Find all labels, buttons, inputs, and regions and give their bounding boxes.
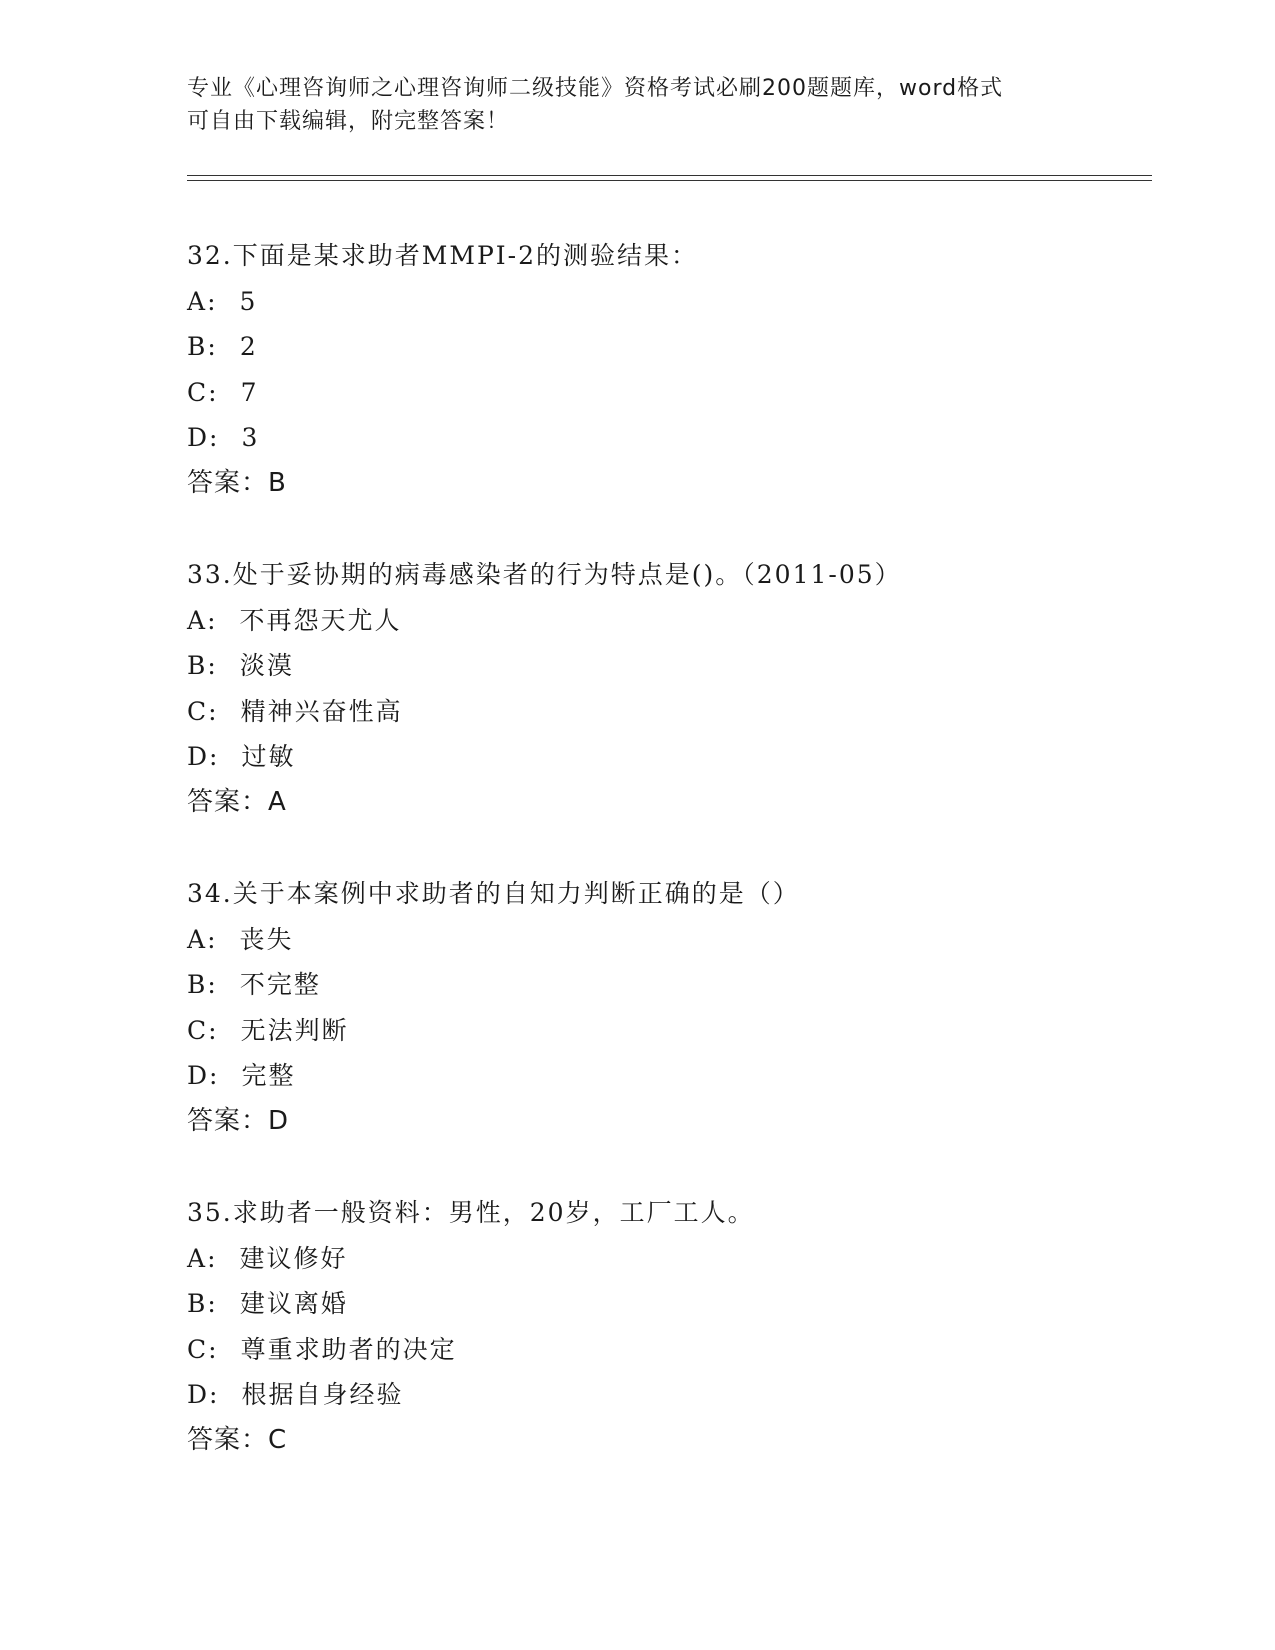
answer-label: 答案：A xyxy=(187,786,287,817)
option-b: B: 不完整 xyxy=(187,970,321,999)
question-35 xyxy=(187,1190,1147,1463)
option-c: C: 无法判断 xyxy=(187,1015,349,1045)
header-divider-top xyxy=(187,175,1152,176)
option-b: B: 淡漠 xyxy=(187,651,294,680)
option-a: A: 丧失 xyxy=(187,924,294,954)
option-c: C: 精神兴奋性高 xyxy=(187,696,403,726)
document-header xyxy=(187,72,1067,138)
option-c: C: 尊重求助者的决定 xyxy=(187,1334,457,1364)
option-d: D: 3 xyxy=(187,423,260,452)
option-d: D: 根据自身经验 xyxy=(187,1380,404,1409)
question-stem: 33.处于妥协期的病毒感染者的行为特点是()。（2011-05） xyxy=(187,560,902,589)
option-b: B: 建议离婚 xyxy=(187,1289,348,1318)
question-34 xyxy=(187,871,1147,1144)
option-d: D: 完整 xyxy=(187,1061,296,1090)
answer-label: 答案：C xyxy=(187,1424,288,1455)
question-stem: 32.下面是某求助者MMPI-2的测验结果： xyxy=(187,241,699,270)
header-line-1: 专业《心理咨询师之心理咨询师二级技能》资格考试必刷200题题库，word格式 xyxy=(187,76,1004,101)
option-b: B: 2 xyxy=(187,332,258,361)
option-a: A: 不再怨天尤人 xyxy=(187,605,402,635)
question-33 xyxy=(187,552,1147,825)
question-stem: 35.求助者一般资料：男性，20岁，工厂工人。 xyxy=(187,1198,755,1227)
answer-label: 答案：D xyxy=(187,1105,290,1136)
question-stem: 34.关于本案例中求助者的自知力判断正确的是（） xyxy=(187,879,800,908)
header-divider-bottom xyxy=(187,180,1152,181)
answer-label: 答案：B xyxy=(187,467,287,498)
option-a: A: 5 xyxy=(187,286,258,316)
option-d: D: 过敏 xyxy=(187,742,296,771)
question-32 xyxy=(187,233,1147,506)
option-c: C: 7 xyxy=(187,377,259,407)
option-a: A: 建议修好 xyxy=(187,1243,348,1273)
header-line-2: 可自由下载编辑，附完整答案！ xyxy=(187,109,510,134)
